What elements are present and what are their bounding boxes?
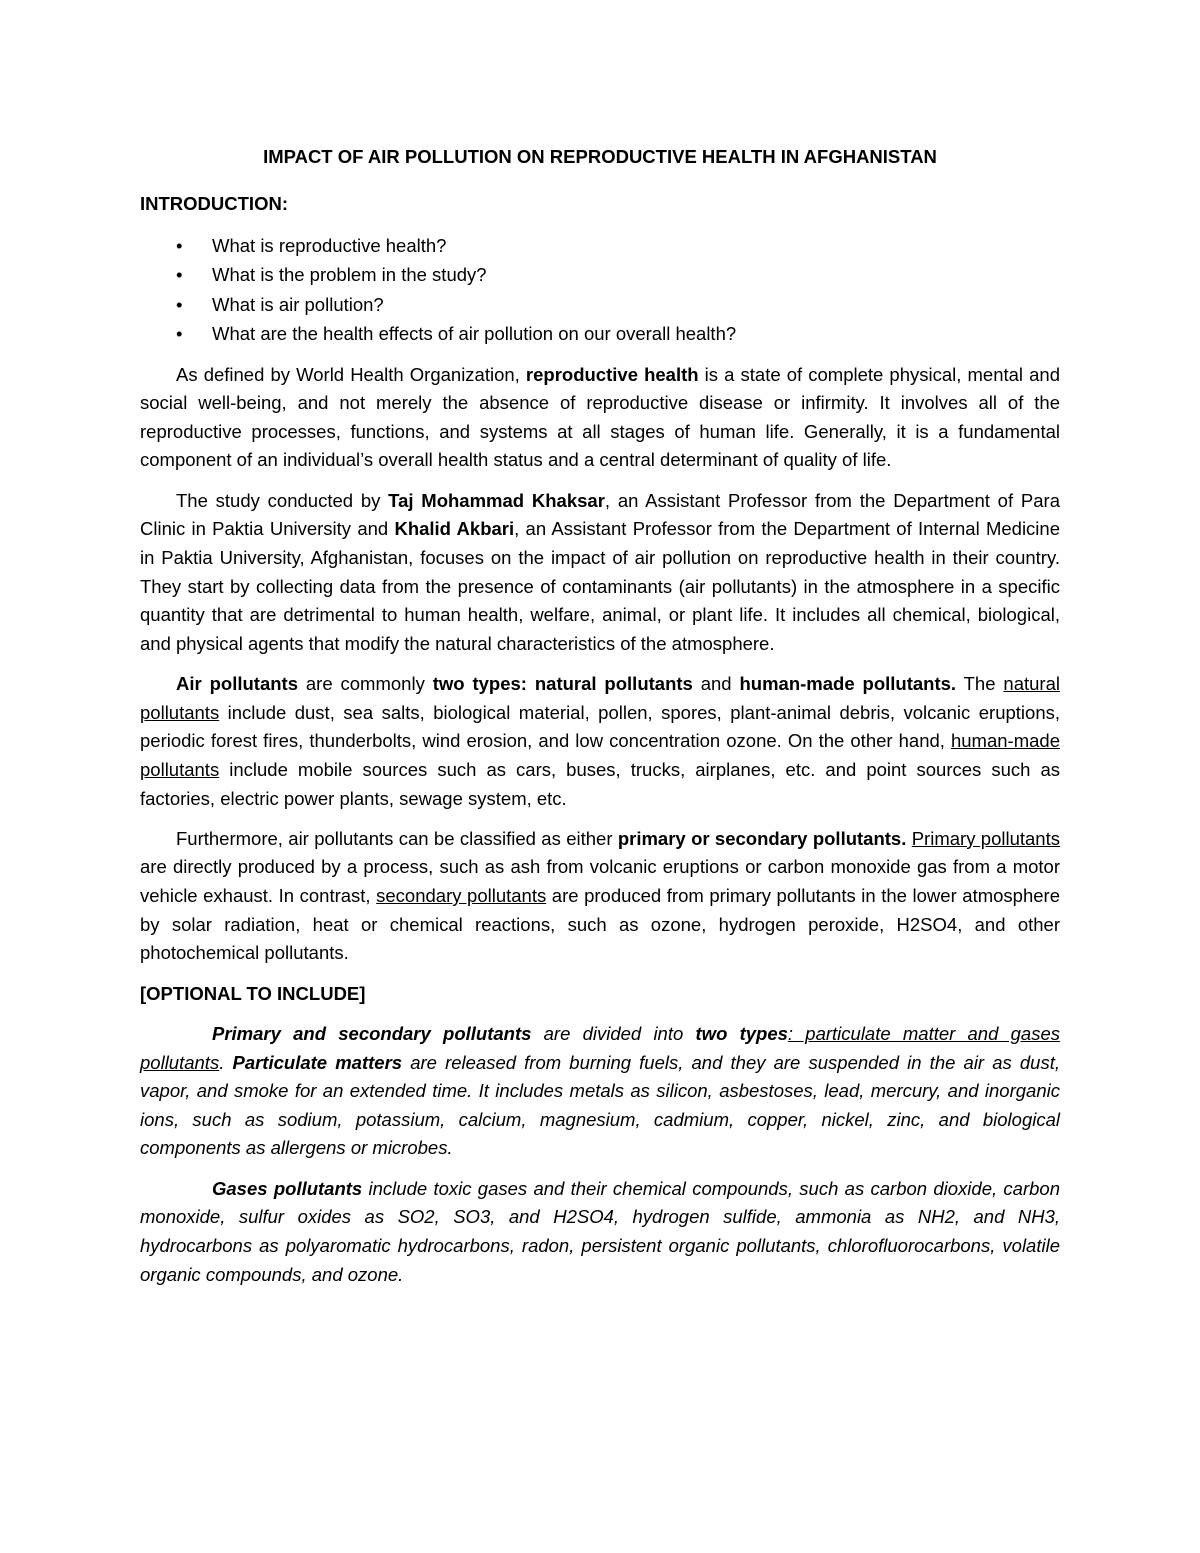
paragraph-particulate-matter: Primary and secondary pollutants are divided into two types: particulate matter and gases pollutants. Particulate matters are released from burning fuels, and they are suspended in the air as dust, vapor, and smoke for an extended time. It includes metals as silicon, asbestoses, lead, mercury, and inorganic ions, such as sodium, potassium, calcium, magnesium, cadmium, copper, nickel, zinc, and biological components as allergens or microbes.: [140, 1023, 1061, 1159]
question-list: [140, 231, 1060, 349]
bullet-icon: •: [176, 323, 183, 345]
paragraph-primary-secondary: Furthermore, air pollutants can be classified as either primary or secondary pollutants. Primary pollutants are directly produced by a process, such as ash from volcanic eruptions or carbon monoxide gas from a motor vehicle exhaust. In contrast, secondary pollutants are produced from primary pollutants in the lower atmosphere by solar radiation, heat or chemical reactions, such as ozone, hydrogen peroxide, H2SO4, and other photochemical pollutants.: [140, 827, 1060, 964]
paragraph-study: The study conducted by Taj Mohammad Khaksar, an Assistant Professor from the Department of Para Clinic in Paktia University and Khalid Akbari, an Assistant Professor from the Department of Internal Medicine in Paktia University, Afghanistan, focuses on the impact of air pollution on reproductive health in their country. They start by collecting data from the presence of contaminants (air pollutants) in the atmosphere in a specific quantity that are detrimental to human health, welfare, animal, or plant life. It includes all chemical, biological, and physical agents that modify the natural characteristics of the atmosphere.: [140, 489, 1060, 654]
document-title: IMPACT OF AIR POLLUTION ON REPRODUCTIVE HEALTH IN AFGHANISTAN: [263, 146, 937, 167]
paragraph-reproductive-health: As defined by World Health Organization, reproductive health is a state of complete physical, mental and social well-being, and not merely the absence of reproductive disease or infirmity. It involves all of the reproductive processes, functions, and systems at all stages of human life. Generally, it is a fundamental component of an individual’s overall health status and a central determinant of quality of life.: [140, 363, 1060, 471]
introduction-heading: INTRODUCTION:: [140, 193, 288, 214]
bullet-icon: •: [176, 264, 183, 286]
bullet-icon: •: [176, 293, 183, 315]
list-item: • What is the problem in the study?: [140, 260, 1060, 290]
bullet-icon: •: [176, 234, 183, 256]
optional-heading: [OPTIONAL TO INCLUDE]: [140, 982, 366, 1004]
list-item: • What is air pollution?: [140, 290, 1060, 320]
list-item: • What are the health effects of air pollution on our overall health?: [140, 319, 1060, 349]
list-item: • What is reproductive health?: [140, 231, 1060, 261]
paragraph-pollutant-types: Air pollutants are commonly two types: natural pollutants and human-made pollutants. The natural pollutants include dust, sea salts, biological material, pollen, spores, plant-animal debris, volcanic eruptions, periodic forest fires, thunderbolts, wind erosion, and low concentration ozone. On the other hand, human-made pollutants include mobile sources such as cars, buses, trucks, airplanes, etc. and point sources such as factories, electric power plants, sewage system, etc.: [140, 673, 1060, 809]
paragraph-gases-pollutants: Gases pollutants include toxic gases and their chemical compounds, such as carbon dioxide, carbon monoxide, sulfur oxides as SO2, SO3, and H2SO4, hydrogen sulfide, ammonia as NH2, and NH3, hydrocarbons as polyaromatic hydrocarbons, radon, persistent organic pollutants, chlorofluorocarbons, volatile organic compounds, and ozone.: [140, 1177, 1060, 1285]
document-page: [140, 143, 1060, 1301]
